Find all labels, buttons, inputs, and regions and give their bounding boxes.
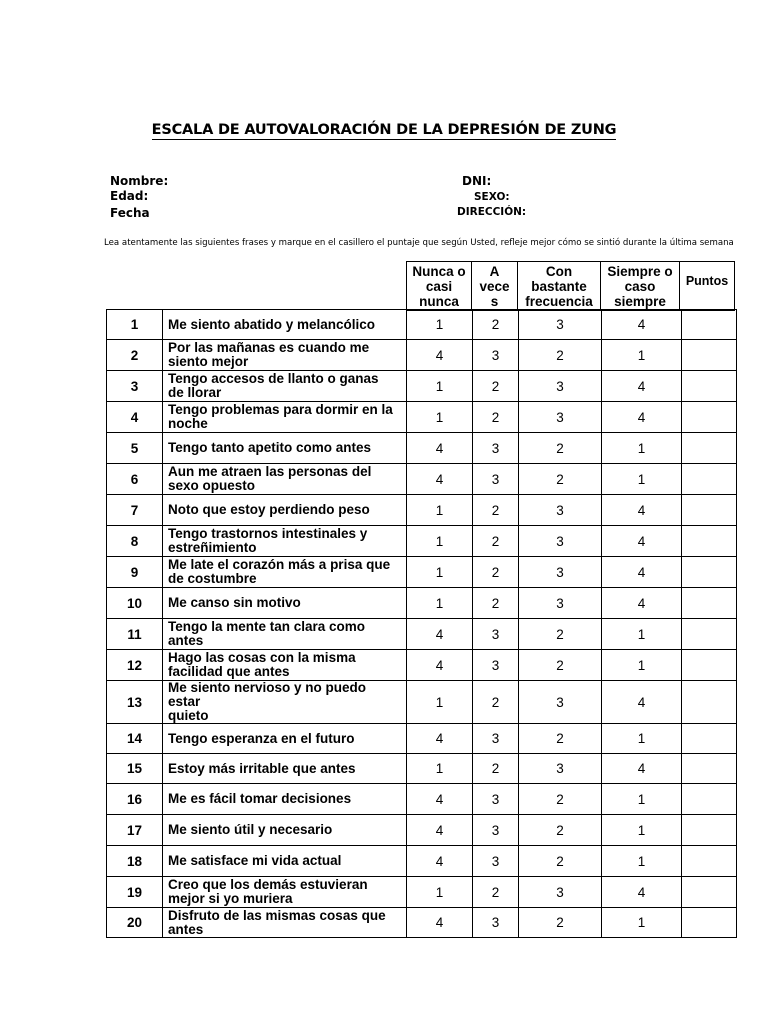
item-statement-line: facilidad que antes — [168, 664, 290, 679]
header-line: A — [489, 263, 500, 279]
item-statement-line: de llorar — [168, 385, 222, 400]
score-cell[interactable]: 3 — [473, 815, 519, 846]
points-cell[interactable] — [682, 784, 737, 815]
table-row — [107, 877, 737, 908]
score-cell[interactable]: 3 — [473, 433, 519, 464]
item-statement — [163, 815, 407, 846]
score-cell[interactable]: 3 — [473, 846, 519, 877]
score-cell[interactable]: 1 — [602, 464, 682, 495]
score-cell[interactable]: 1 — [602, 724, 682, 754]
item-number: 19 — [107, 877, 163, 908]
score-cell[interactable]: 2 — [473, 588, 519, 619]
item-statement-line: Tengo accesos de llanto o ganas — [168, 371, 379, 386]
item-number: 9 — [107, 557, 163, 588]
points-cell[interactable] — [682, 681, 737, 724]
points-cell[interactable] — [682, 908, 737, 938]
item-number: 11 — [107, 619, 163, 650]
item-statement-line: Hago las cosas con la misma — [168, 650, 356, 665]
score-cell[interactable]: 4 — [407, 815, 473, 846]
table-row — [107, 371, 737, 402]
item-statement-line: Me es fácil tomar decisiones — [168, 791, 352, 806]
score-cell[interactable]: 2 — [519, 464, 602, 495]
score-cell[interactable]: 4 — [407, 650, 473, 681]
score-cell[interactable]: 1 — [407, 371, 473, 402]
points-cell[interactable] — [682, 724, 737, 754]
score-cell[interactable]: 3 — [519, 557, 602, 588]
item-statement — [163, 433, 407, 464]
item-number: 18 — [107, 846, 163, 877]
score-cell[interactable]: 3 — [519, 754, 602, 784]
table-row — [107, 815, 737, 846]
score-cell[interactable]: 2 — [473, 495, 519, 526]
item-statement-line: Me siento útil y necesario — [168, 822, 333, 837]
score-cell[interactable]: 2 — [519, 619, 602, 650]
score-cell[interactable]: 4 — [602, 681, 682, 724]
table-row — [107, 846, 737, 877]
score-cell[interactable]: 2 — [519, 846, 602, 877]
score-cell[interactable]: 1 — [602, 340, 682, 371]
item-statement — [163, 650, 407, 681]
item-number: 8 — [107, 526, 163, 557]
score-cell[interactable]: 3 — [473, 340, 519, 371]
header-line: bastante — [531, 278, 587, 294]
points-cell[interactable] — [682, 815, 737, 846]
score-cell[interactable]: 1 — [407, 557, 473, 588]
points-cell[interactable] — [682, 754, 737, 784]
table-row — [107, 754, 737, 784]
header-line: Con — [545, 263, 573, 279]
score-cell[interactable]: 1 — [407, 681, 473, 724]
points-cell[interactable] — [682, 619, 737, 650]
table-row — [107, 724, 737, 754]
points-cell[interactable] — [682, 340, 737, 371]
score-cell[interactable]: 3 — [473, 464, 519, 495]
score-cell[interactable]: 1 — [407, 495, 473, 526]
header-line: Nunca o — [412, 263, 466, 279]
item-number: 13 — [107, 681, 163, 724]
score-cell[interactable]: 2 — [519, 815, 602, 846]
item-statement-line: Me siento abatido y melancólico — [168, 316, 376, 332]
questions-table — [106, 309, 737, 938]
nombre-label: Nombre: — [110, 174, 169, 188]
item-statement — [163, 371, 407, 402]
item-statement — [163, 846, 407, 877]
score-cell[interactable]: 3 — [519, 402, 602, 433]
score-cell[interactable]: 4 — [407, 846, 473, 877]
item-statement — [163, 619, 407, 650]
score-cell[interactable]: 2 — [519, 650, 602, 681]
score-cell[interactable]: 3 — [519, 371, 602, 402]
instructions-text: Lea atentamente las siguientes frases y marque en el casillero el puntaje que según Usted, refleje mejor cómo se sintió durante la última semana — [104, 238, 734, 248]
table-row — [107, 495, 737, 526]
item-number: 15 — [107, 754, 163, 784]
points-cell[interactable] — [682, 433, 737, 464]
score-cell[interactable]: 3 — [519, 310, 602, 340]
item-statement — [163, 495, 407, 526]
sexo-label: SEXO: — [474, 191, 510, 203]
item-statement-line: quieto — [168, 708, 209, 723]
header-line: vece — [479, 278, 510, 294]
points-cell[interactable] — [682, 650, 737, 681]
score-cell[interactable]: 2 — [473, 310, 519, 340]
item-statement-line: Me canso sin motivo — [168, 595, 301, 610]
score-cell[interactable]: 3 — [519, 495, 602, 526]
score-cell[interactable]: 1 — [407, 588, 473, 619]
column-header-con-bastante — [518, 262, 601, 311]
score-cell[interactable]: 2 — [473, 371, 519, 402]
item-number: 16 — [107, 784, 163, 815]
score-cell[interactable]: 4 — [407, 433, 473, 464]
score-cell[interactable]: 4 — [407, 784, 473, 815]
item-statement-line: Tengo tanto apetito como antes — [168, 440, 372, 455]
score-cell[interactable]: 1 — [602, 650, 682, 681]
item-statement-line: mejor si yo muriera — [168, 891, 293, 906]
item-statement-line: estreñimiento — [168, 540, 257, 555]
header-line: Siempre o — [607, 263, 673, 279]
score-cell[interactable]: 4 — [407, 340, 473, 371]
item-statement — [163, 557, 407, 588]
item-statement-line: antes — [168, 633, 204, 648]
item-statement — [163, 784, 407, 815]
column-header-puntos: Puntos — [680, 262, 735, 311]
fecha-label: Fecha — [110, 206, 150, 220]
table-row — [107, 784, 737, 815]
points-cell[interactable] — [682, 402, 737, 433]
score-cell[interactable]: 2 — [519, 433, 602, 464]
table-row — [107, 650, 737, 681]
header-line: nunca — [419, 293, 459, 309]
points-cell[interactable] — [682, 495, 737, 526]
score-cell[interactable]: 4 — [407, 908, 473, 938]
score-cell[interactable]: 2 — [519, 340, 602, 371]
item-number: 6 — [107, 464, 163, 495]
item-statement — [163, 588, 407, 619]
score-cell[interactable]: 1 — [602, 784, 682, 815]
item-statement-line: Tengo esperanza en el futuro — [168, 730, 355, 746]
table-row — [107, 433, 737, 464]
score-cell[interactable]: 2 — [473, 557, 519, 588]
score-cell[interactable]: 1 — [602, 815, 682, 846]
score-cell[interactable]: 3 — [473, 650, 519, 681]
table-row — [107, 681, 737, 724]
item-statement — [163, 877, 407, 908]
points-cell[interactable] — [682, 846, 737, 877]
item-number: 10 — [107, 588, 163, 619]
score-cell[interactable]: 3 — [473, 619, 519, 650]
table-row — [107, 310, 737, 340]
score-cell[interactable]: 4 — [602, 495, 682, 526]
item-statement — [163, 340, 407, 371]
dni-label: DNI: — [462, 174, 492, 188]
document-title-text: ESCALA DE AUTOVALORACIÓN DE LA DEPRESIÓN DE ZUNG — [151, 122, 617, 138]
item-statement — [163, 464, 407, 495]
table-row — [107, 588, 737, 619]
item-statement-line: estar — [168, 694, 201, 709]
score-cell[interactable]: 3 — [519, 877, 602, 908]
score-cell[interactable]: 1 — [407, 310, 473, 340]
score-cell[interactable]: 4 — [602, 588, 682, 619]
score-cell[interactable]: 4 — [602, 310, 682, 340]
item-statement-line: siento mejor — [168, 354, 249, 369]
item-number: 3 — [107, 371, 163, 402]
score-cell[interactable]: 3 — [519, 526, 602, 557]
edad-label: Edad: — [110, 189, 149, 203]
score-cell[interactable]: 3 — [473, 908, 519, 938]
score-cell[interactable]: 4 — [602, 402, 682, 433]
item-statement-line: Tengo la mente tan clara como — [168, 619, 366, 634]
table-row — [107, 340, 737, 371]
header-line: caso — [624, 278, 656, 294]
score-cell[interactable]: 1 — [407, 402, 473, 433]
item-statement-line: Me late el corazón más a prisa que — [168, 557, 391, 572]
score-cell[interactable]: 2 — [473, 754, 519, 784]
questions-table-body — [107, 310, 737, 938]
table-row — [107, 619, 737, 650]
item-statement-line: noche — [168, 416, 208, 431]
score-cell[interactable]: 4 — [602, 526, 682, 557]
item-number: 12 — [107, 650, 163, 681]
item-statement-line: Estoy más irritable que antes — [168, 760, 356, 776]
item-statement-line: de costumbre — [168, 571, 257, 586]
points-cell[interactable] — [682, 557, 737, 588]
header-line: frecuencia — [525, 293, 593, 309]
item-number: 2 — [107, 340, 163, 371]
score-cell[interactable]: 1 — [602, 846, 682, 877]
score-cell[interactable]: 4 — [602, 877, 682, 908]
score-cell[interactable]: 1 — [407, 526, 473, 557]
item-number: 20 — [107, 908, 163, 938]
item-statement-line: Por las mañanas es cuando me — [168, 340, 370, 355]
document-title — [0, 121, 768, 139]
score-cell[interactable]: 2 — [473, 681, 519, 724]
table-row — [107, 402, 737, 433]
score-cell[interactable]: 2 — [519, 724, 602, 754]
item-statement-line: Creo que los demás estuvieran — [168, 877, 368, 892]
item-statement-line: sexo opuesto — [168, 478, 256, 493]
score-cell[interactable]: 2 — [473, 402, 519, 433]
table-row — [107, 526, 737, 557]
item-statement-line: Me satisface mi vida actual — [168, 853, 342, 868]
item-statement-line: Aun me atraen las personas del — [168, 464, 372, 479]
score-cell[interactable]: 2 — [473, 877, 519, 908]
item-statement — [163, 526, 407, 557]
score-cell[interactable]: 4 — [407, 724, 473, 754]
header-line: siempre — [614, 293, 666, 309]
item-number: 4 — [107, 402, 163, 433]
score-cell[interactable]: 1 — [602, 433, 682, 464]
column-header-nunca — [407, 262, 472, 311]
item-statement — [163, 310, 407, 340]
score-cell[interactable]: 4 — [602, 754, 682, 784]
points-cell[interactable] — [682, 310, 737, 340]
score-cell[interactable]: 3 — [519, 588, 602, 619]
table-row — [107, 557, 737, 588]
item-statement-line: Noto que estoy perdiendo peso — [168, 502, 370, 517]
item-statement — [163, 754, 407, 784]
score-cell[interactable]: 3 — [473, 784, 519, 815]
item-number: 7 — [107, 495, 163, 526]
score-cell[interactable]: 3 — [473, 724, 519, 754]
item-statement — [163, 908, 407, 938]
score-cell[interactable]: 1 — [602, 908, 682, 938]
item-statement — [163, 681, 407, 724]
column-header-table — [406, 261, 735, 311]
score-cell[interactable]: 4 — [602, 557, 682, 588]
score-cell[interactable]: 4 — [602, 371, 682, 402]
item-statement-line: Disfruto de las mismas cosas que — [168, 907, 386, 923]
item-statement-line: Me siento nervioso y no puedo — [168, 680, 367, 695]
table-row — [107, 464, 737, 495]
item-number: 1 — [107, 310, 163, 340]
score-cell[interactable]: 2 — [519, 908, 602, 938]
points-cell[interactable] — [682, 464, 737, 495]
item-number: 17 — [107, 815, 163, 846]
column-header-siempre — [601, 262, 680, 311]
header-line: s — [490, 293, 499, 309]
item-statement — [163, 402, 407, 433]
score-cell[interactable]: 4 — [407, 464, 473, 495]
item-statement — [163, 724, 407, 754]
score-cell[interactable]: 1 — [407, 754, 473, 784]
points-cell[interactable] — [682, 877, 737, 908]
score-cell[interactable]: 2 — [473, 526, 519, 557]
points-cell[interactable] — [682, 588, 737, 619]
column-header-a-veces — [472, 262, 518, 311]
item-number: 5 — [107, 433, 163, 464]
score-cell[interactable]: 3 — [519, 681, 602, 724]
header-line: casi — [425, 278, 453, 294]
points-cell[interactable] — [682, 526, 737, 557]
item-statement-line: antes — [168, 921, 204, 937]
direccion-label: DIRECCIÓN: — [457, 206, 527, 218]
points-cell[interactable] — [682, 371, 737, 402]
item-number: 14 — [107, 724, 163, 754]
item-statement-line: Tengo trastornos intestinales y — [168, 526, 368, 541]
table-row — [107, 908, 737, 938]
score-cell[interactable]: 2 — [519, 784, 602, 815]
score-cell[interactable]: 4 — [407, 619, 473, 650]
score-cell[interactable]: 1 — [602, 619, 682, 650]
item-statement-line: Tengo problemas para dormir en la — [168, 402, 393, 417]
score-cell[interactable]: 1 — [407, 877, 473, 908]
